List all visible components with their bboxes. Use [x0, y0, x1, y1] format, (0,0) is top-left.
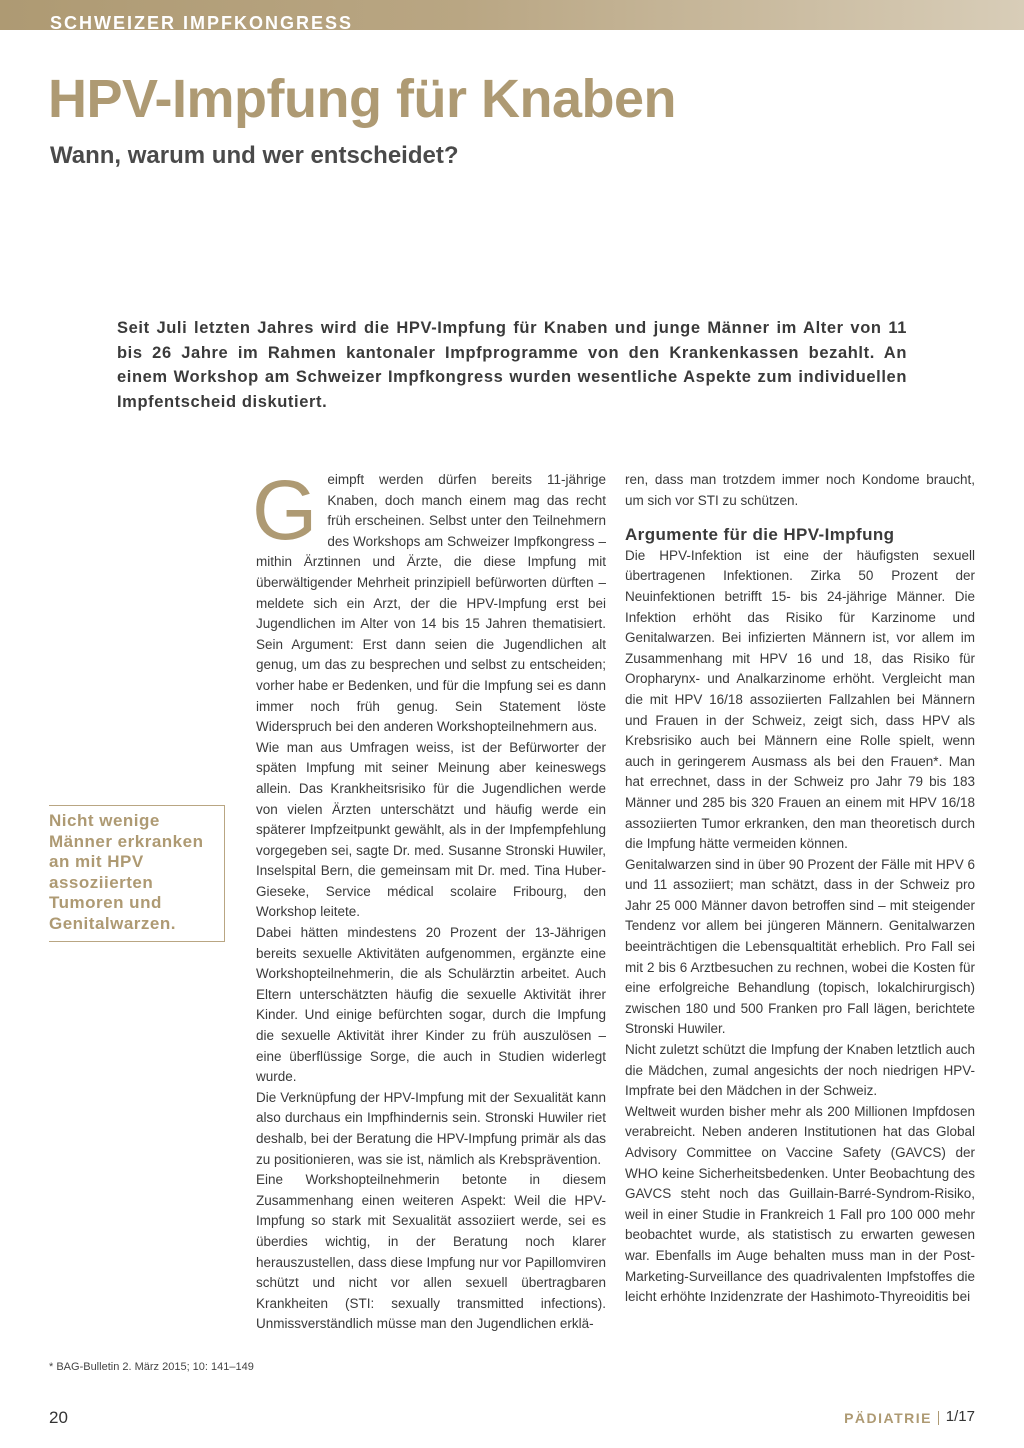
paragraph: Die HPV-Infektion ist eine der häufigsten sexuell übertragenen Infektionen. Zirka 50 Prozent der Neuinfektionen betrifft 15- bis 24-jährige Männer. Die Infektion erhöht das Risiko für Karzinome und Genitalwarzen. Bei infizierten Männern ist, vor allem im Zusammenhang mit HPV 16 und 18, das Risiko für Oropharynx- und Analkarzinome erhöht. Vergleicht man die mit HPV 16/18 assoziierten Fallzahlen bei Männern und Frauen in der Schweiz, zeigt sich, dass HPV als Krebsrisiko auch bei Männern eine Rolle spielt, wenn auch in geringerem Ausmass als bei den Frauen*. Man hat errechnet, dass in der Schweiz pro Jahr 79 bis 183 Männer und 285 bis 320 Frauen an einem mit HPV 16/18 assoziierten Tumor erkranken, den man theoretisch durch die Impfung hätte vermeiden können.: [625, 547, 975, 852]
paragraph: Eine Workshopteilnehmerin betonte in diesem Zusammenhang einen weiteren Aspekt: Weil die HPV-Impfung so stark mit Sexualität assoziiert werde, sei es überdies wichtig, in der Beratung noch klarer herauszustellen, dass diese Impfung nur vor Papillomviren schützt und nicht vor allen sexuell übertragbaren Krankheiten (STI: sexually transmitted infections). Unmissverständlich müsse man den Jugendlichen erklä-: [256, 1172, 606, 1332]
section-subhead: Argumente für die HPV-Impfung: [625, 525, 895, 545]
pull-quote-text: Nicht wenige Männer erkranken an mit HPV assoziierten Tumoren und Genitalwarzen.: [49, 811, 204, 933]
article-subtitle: Wann, warum und wer entscheidet?: [50, 142, 459, 169]
body-column-2: [625, 470, 975, 1308]
footnote: * BAG-Bulletin 2. März 2015; 10: 141–149: [49, 1361, 254, 1373]
paragraph: eimpft werden dürfen bereits 11-jährige Knaben, doch manch einem mag das recht früh erscheinen. Selbst unter den Teilnehmern des Workshops am Schweizer Impfkongress – mithin Ärztinnen und Ärzte, die diese Impfung mit überwältigender Mehrheit prinzipiell befürworten dürften – meldete sich ein Arzt, der die HPV-Impfung erst bei Jugendlichen im Alter von 14 bis 15 Jahren thematisiert. Sein Argument: Erst dann seien die Jugendlichen alt genug, um das zu besprechen und selbst zu entscheiden; vorher habe er Bedenken, und für die Impfung sei es dann immer noch früh genug. Sein Statement löste Widerspruch bei den anderen Workshopteilnehmern aus.: [256, 472, 606, 735]
paragraph: ren, dass man trotzdem immer noch Kondome braucht, um sich vor STI zu schützen.: [625, 472, 975, 508]
article-title: HPV-Impfung für Knaben: [48, 69, 676, 129]
section-label: SCHWEIZER IMPFKONGRESS: [50, 13, 354, 30]
paragraph: Genitalwarzen sind in über 90 Prozent der Fälle mit HPV 6 und 11 assoziiert; man schätzt, dass in der Schweiz pro Jahr 25 000 Männer davon betroffen sind – mit steigender Tendenz vor allem bei jüngeren Männern. Genitalwarzen beeinträchtigen die Lebensqualtität erheblich. Pro Fall sei mit 2 bis 6 Arztbesuchen zu rechnen, wobei die Kosten für eine erfolgreiche Behandlung (topisch, lokalchirurgisch) zwischen 180 und 500 Franken pro Fall lägen, berichtete Stronski Huwiler.: [625, 856, 975, 1037]
paragraph: Die Verknüpfung der HPV-Impfung mit der Sexualität kann also durchaus ein Impfhindernis sein. Stronski Huwiler riet deshalb, bei der Beratung die HPV-Impfung primär als das zu positionieren, was sie ist, nämlich als Krebsprävention.: [256, 1089, 606, 1167]
paragraph: Dabei hätten mindestens 20 Prozent der 13-Jährigen bereits sexuelle Aktivitäten aufgenommen, ergänzte eine Workshopteilnehmerin, die als Schulärztin arbeitet. Auch Eltern unterschätzten häufig die sexuelle Aktivität ihrer Kinder. Und einige befürchten sogar, durch die Impfung die sexuelle Aktivität ihrer Kinder zu früh auszulösen – eine überflüssige Sorge, die auch in Studien widerlegt wurde.: [256, 925, 606, 1085]
section-header-band: [0, 0, 1024, 30]
pull-quote: [49, 805, 225, 942]
paragraph: Weltweit wurden bisher mehr als 200 Millionen Impfdosen verabreicht. Neben anderen Institutionen hat das Global Advisory Committee on Vaccine Safety (GAVCS) der WHO keine Sicherheitsbedenken. Unter Beobachtung des GAVCS steht noch das Guillain-Barré-Syndrom-Risiko, weil in einer Studie in Frankreich 1 Fall pro 100 000 mehr beobachtet wurde, als statistisch zu erwarten gewesen war. Ebenfalls im Auge behalten muss man in der Post-Marketing-Surveillance des quadrivalenten Impfstoffes die leicht erhöhte Inzidenzrate der Hashimoto-Thyreoiditis bei: [625, 1103, 975, 1305]
body-column-1: [252, 463, 606, 1335]
issue-number: 1/17: [945, 1408, 975, 1425]
journal-name: PÄDIATRIE: [844, 1410, 932, 1426]
article-lead: Seit Juli letzten Jahres wird die HPV-Impfung für Knaben und junge Männer im Alter von 11 bis 26 Jahre im Rahmen kantonaler Impfprogramme von den Krankenkassen bezahlt. An einem Workshop am Schweizer Impfkongress wurden wesentliche Aspekte zum individuellen Impfentscheid diskutiert.: [117, 319, 907, 411]
footer-divider: [938, 1411, 939, 1425]
paragraph: Wie man aus Umfragen weiss, ist der Befürworter der späten Impfung mit seiner Meinung aber keineswegs allein. Das Krankheitsrisiko für die Jugendlichen werde von vielen Ärzten unterschätzt und häufig werde ein späterer Impfzeitpunkt gewählt, als in der Impfempfehlung vorgegeben sei, sagte Dr. med. Susanne Stronski Huwiler, Inselspital Bern, die gemeinsam mit Dr. med. Tina Huber-Gieseke, Service médical scolaire Fribourg, den Workshop leitete.: [256, 739, 606, 920]
drop-cap: G: [252, 463, 318, 557]
paragraph: Nicht zuletzt schützt die Impfung der Knaben letztlich auch die Mädchen, zumal angesichts der noch niedrigen HPV-Impfrate bei den Mädchen in der Schweiz.: [625, 1042, 975, 1099]
page-number: 20: [49, 1408, 68, 1427]
